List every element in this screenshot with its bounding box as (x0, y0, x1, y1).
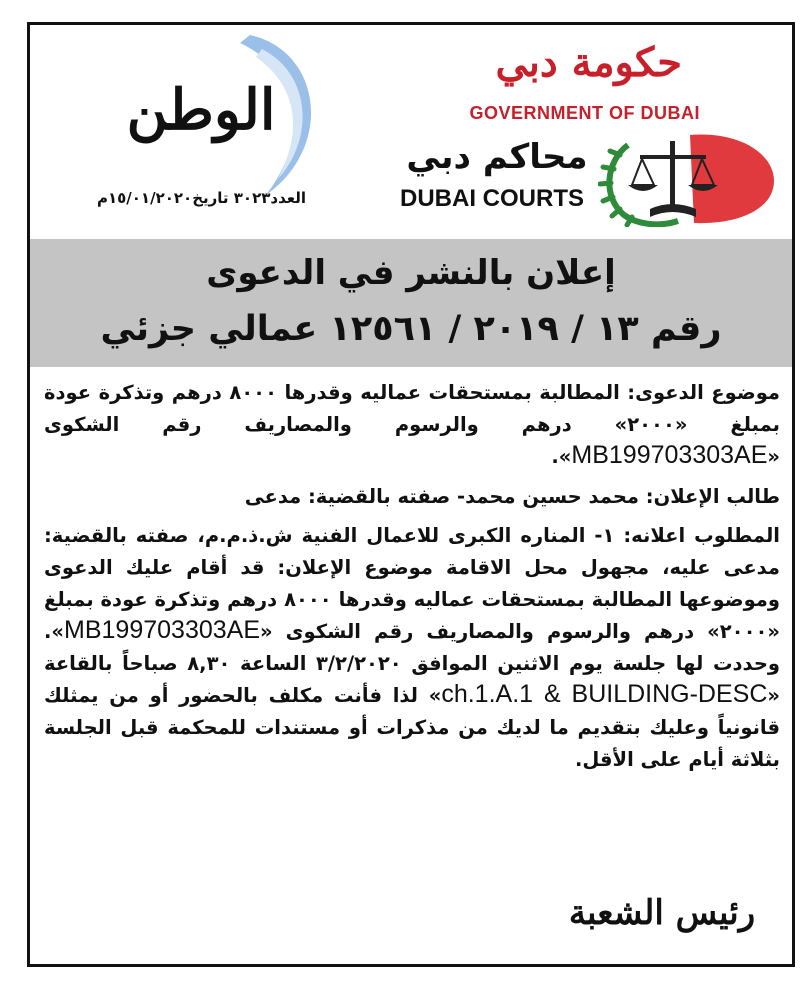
announcement-title: إعلان بالنشر في الدعوى (206, 253, 616, 293)
courts-name-arabic: محاكم دبي (406, 137, 588, 177)
subject-text: موضوع الدعوى: المطالبة بمستحقات عماليه وقدرها ٨٠٠٠ درهم وتذكرة عودة بمبلغ «٢٠٠٠» درهم والرسوم والمصاريف رقم الشكوى « (44, 381, 780, 469)
header (30, 25, 792, 237)
courts-name-english: DUBAI COURTS (400, 185, 584, 212)
requester-paragraph: طالب الإعلان: محمد حسين محمد- صفته بالقضية: مدعى (244, 484, 780, 508)
government-of-dubai-logo (450, 39, 700, 125)
scales-of-justice-icon (598, 131, 778, 227)
issue-line: العدد٣٠٢٣ تاريخ١٥/٠١/٢٠٢٠م (96, 189, 306, 207)
notice-text: المطلوب اعلانه: ١- المناره الكبرى للاعمال الفنية ش.ذ.م.م، صفته بالقضية: مدعى عليه، مجهول محل الاقامة موضوع الإعلان: قد أقام عليك الدعوى وموضوعها المطالبة بمستحقات عماليه وقدرها ٨٠٠٠ درهم وتذكرة عودة بمبلغ «٢٠٠٠» درهم والرسوم والمصاريف رقم الشكوى « (44, 524, 780, 644)
case-number: رقم ١٣ / ٢٠١٩ / ١٢٥٦١ عمالي جزئي (100, 309, 722, 349)
newspaper-name: الوطن (126, 77, 276, 143)
hall-code: ch.1.A.1 & BUILDING-DESC (441, 680, 768, 709)
complaint-code-2: MB199703303AE (64, 616, 260, 645)
announcement-body (44, 377, 780, 783)
title-band (30, 239, 792, 367)
signature: رئيس الشعبة (568, 893, 756, 933)
advertisement-frame (27, 22, 795, 967)
notice-text-2: ». وحددت لها جلسة يوم الاثنين الموافق ٣/٢/٢٠٢٠ الساعة ٨,٣٠ صباحاً بالقاعة « (44, 620, 781, 708)
subject-paragraph (44, 377, 780, 473)
complaint-code: MB199703303AE (571, 441, 768, 470)
government-logo-english: GOVERNMENT OF DUBAI (469, 103, 700, 123)
government-logo-arabic: حكومة دبي (495, 39, 682, 86)
subject-text-end: ». (551, 445, 572, 469)
notice-text-3: » لذا فأنت مكلف بالحضور أو من يمثلك قانونياً وعليك بتقديم ما لديك من مذكرات أو مستندات للمحكمة قبل الجلسة بثلاثة أيام على الأقل. (44, 684, 780, 771)
notice-paragraph (44, 520, 780, 775)
